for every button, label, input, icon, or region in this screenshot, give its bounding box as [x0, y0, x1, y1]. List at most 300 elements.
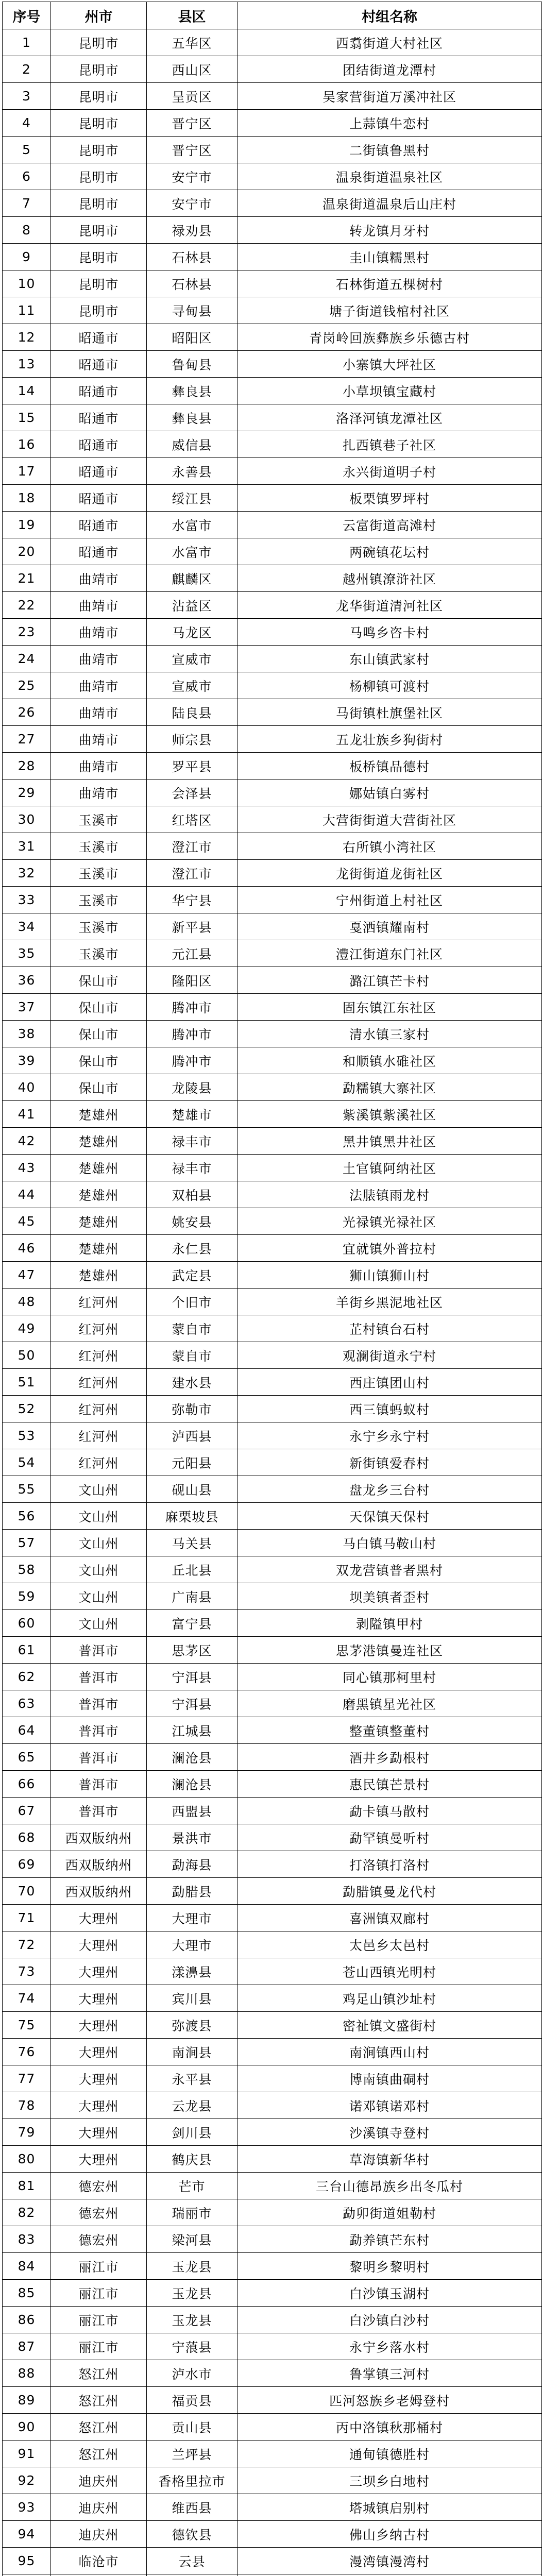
cell-village-name: 勐卡镇马散村: [237, 1798, 542, 1824]
cell-county-district: 德钦县: [147, 2521, 237, 2548]
table-row: [3, 1289, 542, 1315]
cell-county-district: 勐海县: [147, 1851, 237, 1878]
cell-city-prefecture: 普洱市: [51, 1690, 147, 1717]
cell-county-district: 宁蒗县: [147, 2333, 237, 2360]
cell-serial-number: 54: [3, 1449, 51, 1476]
cell-serial-number: 78: [3, 2092, 51, 2119]
cell-city-prefecture: 保山市: [51, 1074, 147, 1101]
cell-county-district: 腾冲市: [147, 994, 237, 1021]
table-row: [3, 512, 542, 538]
table-row: [3, 324, 542, 351]
cell-county-district: 勐腊县: [147, 1878, 237, 1905]
cell-serial-number: 18: [3, 485, 51, 512]
cell-serial-number: 75: [3, 2012, 51, 2039]
cell-city-prefecture: 昭通市: [51, 378, 147, 404]
table-row: [3, 779, 542, 806]
cell-serial-number: 8: [3, 217, 51, 244]
cell-county-district: 蒙自市: [147, 1342, 237, 1369]
cell-city-prefecture: 昆明市: [51, 56, 147, 83]
cell-city-prefecture: 大理州: [51, 2092, 147, 2119]
cell-serial-number: 20: [3, 538, 51, 565]
cell-serial-number: 47: [3, 1262, 51, 1289]
cell-village-name: 坝美镇者歪村: [237, 1583, 542, 1610]
cell-county-district: 个旧市: [147, 1289, 237, 1315]
cell-serial-number: 2: [3, 56, 51, 83]
table-row: [3, 1985, 542, 2012]
cell-serial-number: 1: [3, 29, 51, 56]
cell-village-name: 三台山德昂族乡出冬瓜村: [237, 2173, 542, 2199]
cell-city-prefecture: 大理州: [51, 1985, 147, 2012]
cell-serial-number: 34: [3, 913, 51, 940]
cell-village-name: 西庄镇团山村: [237, 1369, 542, 1396]
table-row: [3, 2253, 542, 2280]
cell-county-district: 禄丰市: [147, 1155, 237, 1181]
cell-county-district: 澄江市: [147, 860, 237, 887]
cell-county-district: 西山区: [147, 56, 237, 83]
cell-serial-number: 30: [3, 806, 51, 833]
cell-village-name: 西翥街道大村社区: [237, 29, 542, 56]
cell-village-name: 白沙镇玉湖村: [237, 2280, 542, 2307]
cell-city-prefecture: 楚雄州: [51, 1235, 147, 1262]
table-row: [3, 110, 542, 137]
cell-city-prefecture: 普洱市: [51, 1637, 147, 1664]
cell-village-name: 澧江街道东门社区: [237, 940, 542, 967]
cell-village-name: 固东镇江东社区: [237, 994, 542, 1021]
cell-city-prefecture: 怒江州: [51, 2387, 147, 2414]
cell-village-name: 龙街街道龙街社区: [237, 860, 542, 887]
cell-city-prefecture: 楚雄州: [51, 1208, 147, 1235]
village-list-table: [2, 2, 542, 2576]
cell-village-name: 和顺镇水碓社区: [237, 1047, 542, 1074]
cell-village-name: 诺邓镇诺邓村: [237, 2092, 542, 2119]
cell-village-name: 狮山镇狮山村: [237, 1262, 542, 1289]
cell-serial-number: 11: [3, 297, 51, 324]
cell-serial-number: 14: [3, 378, 51, 404]
cell-serial-number: 93: [3, 2494, 51, 2521]
cell-serial-number: 80: [3, 2146, 51, 2173]
cell-county-district: 思茅区: [147, 1637, 237, 1664]
cell-county-district: 澜沧县: [147, 1771, 237, 1798]
cell-city-prefecture: 昭通市: [51, 485, 147, 512]
cell-city-prefecture: 普洱市: [51, 1771, 147, 1798]
cell-village-name: 光禄镇光禄社区: [237, 1208, 542, 1235]
cell-village-name: 天保镇天保村: [237, 1503, 542, 1530]
cell-serial-number: 46: [3, 1235, 51, 1262]
cell-serial-number: 87: [3, 2333, 51, 2360]
cell-county-district: 永善县: [147, 458, 237, 485]
cell-serial-number: 48: [3, 1289, 51, 1315]
cell-village-name: 清水镇三家村: [237, 1021, 542, 1047]
table-row: [3, 2012, 542, 2039]
table-row: [3, 1690, 542, 1717]
cell-village-name: 博南镇曲硐村: [237, 2065, 542, 2092]
table-row: [3, 2441, 542, 2467]
table-row: [3, 1744, 542, 1771]
table-row: [3, 753, 542, 779]
cell-city-prefecture: 楚雄州: [51, 1128, 147, 1155]
cell-county-district: 元阳县: [147, 1449, 237, 1476]
cell-serial-number: 65: [3, 1744, 51, 1771]
cell-county-district: 宾川县: [147, 1985, 237, 2012]
cell-county-district: 马龙区: [147, 619, 237, 646]
cell-county-district: 元江县: [147, 940, 237, 967]
cell-county-district: 大理市: [147, 1931, 237, 1958]
cell-county-district: 云县: [147, 2548, 237, 2574]
cell-city-prefecture: 红河州: [51, 1315, 147, 1342]
table-body: [3, 29, 542, 2576]
table-row: [3, 1396, 542, 1422]
cell-county-district: 贡山县: [147, 2414, 237, 2441]
table-row: [3, 2173, 542, 2199]
table-row: [3, 726, 542, 753]
cell-city-prefecture: 普洱市: [51, 1744, 147, 1771]
cell-county-district: 威信县: [147, 431, 237, 458]
cell-village-name: 太邑乡太邑村: [237, 1931, 542, 1958]
table-row: [3, 2494, 542, 2521]
cell-city-prefecture: 曲靖市: [51, 726, 147, 753]
cell-county-district: 彝良县: [147, 404, 237, 431]
cell-serial-number: 28: [3, 753, 51, 779]
table-row: [3, 2467, 542, 2494]
cell-city-prefecture: 怒江州: [51, 2441, 147, 2467]
cell-village-name: 大营街街道大营街社区: [237, 806, 542, 833]
cell-village-name: 勐卯街道姐勒村: [237, 2199, 542, 2226]
cell-city-prefecture: 西双版纳州: [51, 1851, 147, 1878]
cell-city-prefecture: 普洱市: [51, 1798, 147, 1824]
cell-county-district: 罗平县: [147, 753, 237, 779]
cell-city-prefecture: 文山州: [51, 1476, 147, 1503]
cell-serial-number: 35: [3, 940, 51, 967]
cell-county-district: 麻栗坡县: [147, 1503, 237, 1530]
cell-city-prefecture: 玉溪市: [51, 913, 147, 940]
cell-village-name: 法脿镇雨龙村: [237, 1181, 542, 1208]
cell-serial-number: 4: [3, 110, 51, 137]
cell-serial-number: 61: [3, 1637, 51, 1664]
cell-village-name: 永兴街道明子村: [237, 458, 542, 485]
table-row: [3, 2360, 542, 2387]
table-row: [3, 565, 542, 592]
table-row: [3, 887, 542, 913]
table-row: [3, 1208, 542, 1235]
cell-county-district: 蒙自市: [147, 1315, 237, 1342]
cell-city-prefecture: 昆明市: [51, 29, 147, 56]
cell-serial-number: 77: [3, 2065, 51, 2092]
cell-county-district: 楚雄市: [147, 1101, 237, 1128]
cell-serial-number: 42: [3, 1128, 51, 1155]
cell-county-district: [147, 2574, 237, 2576]
cell-village-name: 戛洒镇耀南村: [237, 913, 542, 940]
cell-county-district: 弥渡县: [147, 2012, 237, 2039]
cell-village-name: 马白镇马鞍山村: [237, 1530, 542, 1556]
table-row: [3, 1878, 542, 1905]
cell-county-district: 南涧县: [147, 2039, 237, 2065]
cell-village-name: 扎西镇巷子社区: [237, 431, 542, 458]
cell-serial-number: 23: [3, 619, 51, 646]
cell-serial-number: 92: [3, 2467, 51, 2494]
cell-village-name: 喜洲镇双廊村: [237, 1905, 542, 1931]
cell-village-name: 团结街道龙潭村: [237, 56, 542, 83]
cell-county-district: 江城县: [147, 1717, 237, 1744]
table-row: [3, 1717, 542, 1744]
cell-city-prefecture: 楚雄州: [51, 1101, 147, 1128]
cell-county-district: 姚安县: [147, 1208, 237, 1235]
cell-city-prefecture: 文山州: [51, 1503, 147, 1530]
cell-city-prefecture: 文山州: [51, 1556, 147, 1583]
table-row: [3, 2092, 542, 2119]
cell-city-prefecture: 西双版纳州: [51, 1878, 147, 1905]
cell-county-district: 永平县: [147, 2065, 237, 2092]
table-row: [3, 1047, 542, 1074]
cell-city-prefecture: 红河州: [51, 1342, 147, 1369]
table-row: [3, 1824, 542, 1851]
table-row: [3, 137, 542, 163]
cell-city-prefecture: 昆明市: [51, 110, 147, 137]
cell-serial-number: 41: [3, 1101, 51, 1128]
cell-county-district: 陆良县: [147, 699, 237, 726]
cell-serial-number: 57: [3, 1530, 51, 1556]
cell-serial-number: 40: [3, 1074, 51, 1101]
cell-county-district: 鹤庆县: [147, 2146, 237, 2173]
cell-village-name: 酒井乡勐根村: [237, 1744, 542, 1771]
cell-city-prefecture: 大理州: [51, 1905, 147, 1931]
cell-serial-number: 67: [3, 1798, 51, 1824]
table-row: [3, 485, 542, 512]
cell-city-prefecture: 昭通市: [51, 538, 147, 565]
cell-serial-number: 64: [3, 1717, 51, 1744]
cell-city-prefecture: 大理州: [51, 2039, 147, 2065]
cell-serial-number: 31: [3, 833, 51, 860]
cell-village-name: 温泉街道温泉后山庄村: [237, 190, 542, 217]
table-row: [3, 1905, 542, 1931]
cell-serial-number: 86: [3, 2307, 51, 2333]
cell-serial-number: 24: [3, 646, 51, 672]
cell-village-name: 鸡足山镇沙址村: [237, 1985, 542, 2012]
cell-serial-number: 68: [3, 1824, 51, 1851]
cell-county-district: 澄江市: [147, 833, 237, 860]
cell-village-name: 永宁乡永宁村: [237, 1422, 542, 1449]
cell-serial-number: 59: [3, 1583, 51, 1610]
cell-village-name: 土官镇阿纳社区: [237, 1155, 542, 1181]
cell-county-district: 玉龙县: [147, 2253, 237, 2280]
header-serial-number: 序号: [3, 2, 51, 29]
table-row: [3, 1262, 542, 1289]
table-row: [3, 1798, 542, 1824]
table-row: [3, 244, 542, 270]
cell-city-prefecture: 迪庆州: [51, 2521, 147, 2548]
cell-city-prefecture: 大理州: [51, 2119, 147, 2146]
cell-village-name: 龙华街道清河社区: [237, 592, 542, 619]
cell-village-name: 越州镇潦浒社区: [237, 565, 542, 592]
cell-city-prefecture: 楚雄州: [51, 1181, 147, 1208]
cell-serial-number: 33: [3, 887, 51, 913]
table-row: [3, 1021, 542, 1047]
cell-city-prefecture: 迪庆州: [51, 2467, 147, 2494]
cell-city-prefecture: 德宏州: [51, 2173, 147, 2199]
cell-serial-number: 6: [3, 163, 51, 190]
cell-city-prefecture: 昆明市: [51, 163, 147, 190]
cell-city-prefecture: 玉溪市: [51, 860, 147, 887]
cell-serial-number: 52: [3, 1396, 51, 1422]
cell-county-district: 武定县: [147, 1262, 237, 1289]
cell-village-name: 黎明乡黎明村: [237, 2253, 542, 2280]
cell-serial-number: 53: [3, 1422, 51, 1449]
cell-city-prefecture: 红河州: [51, 1396, 147, 1422]
cell-serial-number: 36: [3, 967, 51, 994]
cell-serial-number: 55: [3, 1476, 51, 1503]
cell-serial-number: 88: [3, 2360, 51, 2387]
cell-serial-number: 94: [3, 2521, 51, 2548]
cell-village-name: 草海镇新华村: [237, 2146, 542, 2173]
cell-county-district: 富宁县: [147, 1610, 237, 1637]
cell-county-district: 麒麟区: [147, 565, 237, 592]
cell-city-prefecture: 红河州: [51, 1422, 147, 1449]
cell-county-district: 新平县: [147, 913, 237, 940]
cell-county-district: 寻甸县: [147, 297, 237, 324]
cell-serial-number: 56: [3, 1503, 51, 1530]
cell-serial-number: 79: [3, 2119, 51, 2146]
cell-serial-number: 26: [3, 699, 51, 726]
cell-serial-number: 85: [3, 2280, 51, 2307]
table-row: [3, 163, 542, 190]
cell-serial-number: 32: [3, 860, 51, 887]
cell-village-name: 黑井镇黑井社区: [237, 1128, 542, 1155]
cell-city-prefecture: 昭通市: [51, 404, 147, 431]
cell-serial-number: 50: [3, 1342, 51, 1369]
cell-serial-number: 39: [3, 1047, 51, 1074]
cell-village-name: 塔城镇启别村: [237, 2494, 542, 2521]
cell-county-district: 梁河县: [147, 2226, 237, 2253]
cell-county-district: 福贡县: [147, 2387, 237, 2414]
cell-county-district: 鲁甸县: [147, 351, 237, 378]
cell-village-name: 杨柳镇可渡村: [237, 672, 542, 699]
table-row: [3, 83, 542, 110]
cell-serial-number: 51: [3, 1369, 51, 1396]
table-row: [3, 190, 542, 217]
table-row: [3, 913, 542, 940]
cell-serial-number: 21: [3, 565, 51, 592]
table-row: [3, 1610, 542, 1637]
cell-serial-number: 45: [3, 1208, 51, 1235]
cell-serial-number: 58: [3, 1556, 51, 1583]
cell-city-prefecture: 红河州: [51, 1369, 147, 1396]
table-row: [3, 2548, 542, 2574]
cell-county-district: 龙陵县: [147, 1074, 237, 1101]
table-header-row: [3, 2, 542, 29]
cell-city-prefecture: 红河州: [51, 1449, 147, 1476]
cell-village-name: 吴家营街道万溪冲社区: [237, 83, 542, 110]
cell-village-name: 惠民镇芒景村: [237, 1771, 542, 1798]
cell-city-prefecture: 曲靖市: [51, 646, 147, 672]
cell-village-name: 宜就镇外普拉村: [237, 1235, 542, 1262]
table-row: [3, 1101, 542, 1128]
cell-county-district: 绥江县: [147, 485, 237, 512]
cell-village-name: 勐腊镇曼龙代村: [237, 1878, 542, 1905]
cell-county-district: 安宁市: [147, 190, 237, 217]
header-village-name: 村组名称: [237, 2, 542, 29]
cell-county-district: 宁洱县: [147, 1664, 237, 1690]
table-row: [3, 217, 542, 244]
cell-city-prefecture: 玉溪市: [51, 833, 147, 860]
cell-village-name: 五龙壮族乡狗街村: [237, 726, 542, 753]
cell-village-name: 洛泽河镇龙潭社区: [237, 404, 542, 431]
table-row: [3, 646, 542, 672]
cell-city-prefecture: 文山州: [51, 1610, 147, 1637]
table-row: [3, 2226, 542, 2253]
cell-serial-number: 83: [3, 2226, 51, 2253]
cell-county-district: 水富市: [147, 538, 237, 565]
cell-city-prefecture: 大理州: [51, 1931, 147, 1958]
cell-village-name: 小寨镇大坪社区: [237, 351, 542, 378]
cell-serial-number: 37: [3, 994, 51, 1021]
cell-serial-number: 19: [3, 512, 51, 538]
cell-county-district: 宁洱县: [147, 1690, 237, 1717]
cell-village-name: 沙溪镇寺登村: [237, 2119, 542, 2146]
table-row: [3, 1637, 542, 1664]
cell-village-name: 二街镇鲁黑村: [237, 137, 542, 163]
cell-serial-number: 10: [3, 270, 51, 297]
cell-county-district: 宣威市: [147, 672, 237, 699]
cell-county-district: 泸西县: [147, 1422, 237, 1449]
cell-serial-number: 62: [3, 1664, 51, 1690]
table-row: [3, 1931, 542, 1958]
cell-village-name: 石林街道五棵树村: [237, 270, 542, 297]
cell-serial-number: 49: [3, 1315, 51, 1342]
cell-county-district: 西盟县: [147, 1798, 237, 1824]
cell-serial-number: 7: [3, 190, 51, 217]
cell-county-district: 澜沧县: [147, 1744, 237, 1771]
cell-city-prefecture: 昆明市: [51, 244, 147, 270]
table-row: [3, 458, 542, 485]
cell-village-name: 双龙营镇普者黑村: [237, 1556, 542, 1583]
table-row: [3, 378, 542, 404]
cell-city-prefecture: 怒江州: [51, 2414, 147, 2441]
table-row: [3, 1851, 542, 1878]
cell-village-name: 三坝乡白地村: [237, 2467, 542, 2494]
cell-city-prefecture: 昭通市: [51, 512, 147, 538]
table-row: [3, 860, 542, 887]
cell-village-name: 通甸镇德胜村: [237, 2441, 542, 2467]
table-row: [3, 1449, 542, 1476]
cell-serial-number: 29: [3, 779, 51, 806]
cell-village-name: 圭山镇糯黑村: [237, 244, 542, 270]
cell-county-district: 师宗县: [147, 726, 237, 753]
table-row: [3, 538, 542, 565]
table-row: [3, 940, 542, 967]
cell-county-district: 沾益区: [147, 592, 237, 619]
cell-county-district: 石林县: [147, 270, 237, 297]
cell-city-prefecture: 丽江市: [51, 2280, 147, 2307]
cell-village-name: 右所镇小湾社区: [237, 833, 542, 860]
cell-city-prefecture: 昭通市: [51, 324, 147, 351]
cell-village-name: 永宁乡落水村: [237, 2333, 542, 2360]
cell-village-name: 东山镇武家村: [237, 646, 542, 672]
cell-county-district: 呈贡区: [147, 83, 237, 110]
cell-village-name: 鲁掌镇三河村: [237, 2360, 542, 2387]
cell-serial-number: 17: [3, 458, 51, 485]
table-row: [3, 806, 542, 833]
cell-village-name: 娜姑镇白雾村: [237, 779, 542, 806]
table-row: [3, 1422, 542, 1449]
cell-village-name: 羊街乡黑泥地社区: [237, 1289, 542, 1315]
table-row: [3, 1503, 542, 1530]
table-row: [3, 994, 542, 1021]
table-row: [3, 1771, 542, 1798]
cell-city-prefecture: 玉溪市: [51, 887, 147, 913]
cell-serial-number: 43: [3, 1155, 51, 1181]
cell-city-prefecture: 楚雄州: [51, 1262, 147, 1289]
cell-city-prefecture: 昆明市: [51, 270, 147, 297]
cell-serial-number: 84: [3, 2253, 51, 2280]
